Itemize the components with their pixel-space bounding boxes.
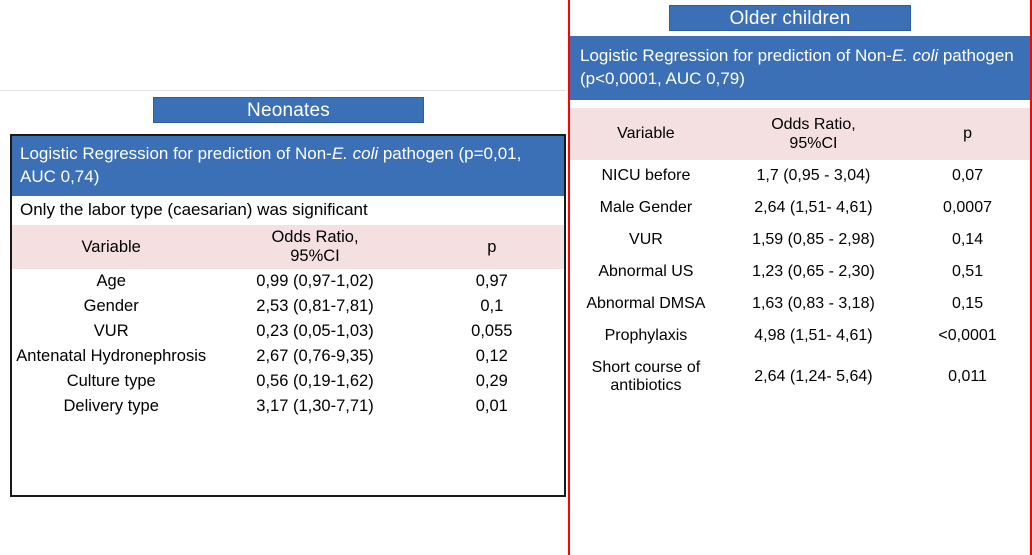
neonates-header-italic: E. coli	[331, 144, 379, 163]
older-col-odds-ratio	[722, 108, 905, 160]
row-p: 0,0007	[943, 199, 992, 216]
older-children-stats-table	[570, 108, 1030, 402]
row-variable: NICU before	[601, 167, 691, 184]
row-variable: Delivery type	[63, 397, 159, 415]
row-p: 0,29	[475, 372, 508, 390]
older-children-table-header	[570, 36, 1030, 100]
older-children-table-box	[570, 36, 1030, 555]
row-p: 0,14	[951, 231, 984, 248]
table-row	[570, 224, 1030, 256]
table-row	[570, 288, 1030, 320]
older-header-spacer	[570, 100, 1030, 108]
neonates-column-headers	[12, 225, 564, 269]
table-row	[12, 294, 564, 319]
row-p: 0,01	[475, 397, 508, 415]
row-variable: Abnormal US	[598, 263, 694, 280]
older-header-italic: E. coli	[891, 46, 939, 65]
table-row	[12, 269, 564, 294]
row-odds-ratio: 2,53 (0,81-7,81)	[256, 297, 374, 315]
row-p: <0,0001	[938, 327, 997, 344]
row-variable: Short course of antibiotics	[591, 359, 701, 394]
row-odds-ratio: 0,23 (0,05-1,03)	[256, 322, 374, 340]
table-row	[570, 320, 1030, 352]
older-col-variable: Variable	[570, 108, 722, 160]
older-col-odds-ratio-line2: 95%CI	[789, 135, 838, 152]
row-odds-ratio: 1,7 (0,95 - 3,04)	[756, 167, 871, 184]
row-odds-ratio: 1,59 (0,85 - 2,98)	[752, 231, 875, 248]
row-odds-ratio: 1,23 (0,65 - 2,30)	[752, 263, 875, 280]
row-variable: VUR	[629, 231, 663, 248]
row-odds-ratio: 2,67 (0,76-9,35)	[256, 347, 374, 365]
neonates-col-p: p	[420, 225, 564, 269]
neonates-panel-title: Neonates	[153, 97, 424, 123]
row-variable: Prophylaxis	[604, 327, 688, 344]
row-odds-ratio: 3,17 (1,30-7,71)	[256, 397, 374, 415]
row-p: 0,15	[951, 295, 984, 312]
table-row	[12, 394, 564, 419]
row-variable: Abnormal DMSA	[586, 295, 706, 312]
row-p: 0,12	[475, 347, 508, 365]
table-row	[12, 369, 564, 394]
neonates-table-box	[10, 134, 566, 497]
row-p: 0,011	[948, 368, 987, 385]
table-row	[570, 256, 1030, 288]
neonates-col-odds-ratio-line1: Odds Ratio,	[271, 228, 359, 246]
row-variable: Male Gender	[599, 199, 693, 216]
row-p: 0,97	[475, 272, 508, 290]
neonates-note: Only the labor type (caesarian) was significant	[20, 200, 368, 219]
row-odds-ratio: 2,64 (1,24- 5,64)	[754, 368, 873, 385]
row-odds-ratio: 2,64 (1,51- 4,61)	[754, 199, 873, 216]
table-row	[570, 160, 1030, 192]
row-p: 0,51	[951, 263, 984, 280]
row-variable: Culture type	[66, 372, 156, 390]
row-p: 0,055	[471, 322, 513, 340]
neonates-header-pre: Logistic Regression for prediction of Non-	[20, 144, 332, 163]
older-column-headers	[570, 108, 1030, 160]
row-p: 0,07	[951, 167, 984, 184]
top-divider	[0, 90, 566, 91]
table-row	[12, 344, 564, 369]
neonates-col-variable: Variable	[12, 225, 210, 269]
older-col-p: p	[905, 108, 1030, 160]
row-p: 0,1	[480, 297, 504, 315]
row-odds-ratio: 1,63 (0,83 - 3,18)	[752, 295, 875, 312]
row-variable: Age	[96, 272, 126, 290]
neonates-header-post: pathogen (p=0,01, AUC 0,74)	[20, 144, 522, 186]
table-row	[570, 352, 1030, 402]
table-row	[570, 192, 1030, 224]
neonates-col-odds-ratio	[210, 225, 419, 269]
older-header-post: pathogen (p<0,0001, AUC 0,79)	[580, 46, 1014, 88]
row-odds-ratio: 4,98 (1,51- 4,61)	[754, 327, 873, 344]
older-header-pre: Logistic Regression for prediction of Non-	[580, 46, 892, 65]
neonates-stats-table	[12, 225, 564, 419]
table-row	[12, 319, 564, 344]
row-variable: Antenatal Hydronephrosis	[16, 347, 207, 365]
row-odds-ratio: 0,56 (0,19-1,62)	[256, 372, 374, 390]
neonates-table-header	[12, 136, 564, 196]
row-odds-ratio: 0,99 (0,97-1,02)	[256, 272, 374, 290]
older-col-odds-ratio-line1: Odds Ratio,	[771, 116, 856, 133]
neonates-col-odds-ratio-line2: 95%CI	[290, 247, 340, 265]
row-variable: Gender	[83, 297, 139, 315]
older-children-panel-title: Older children	[669, 5, 911, 31]
row-variable: VUR	[93, 322, 129, 340]
